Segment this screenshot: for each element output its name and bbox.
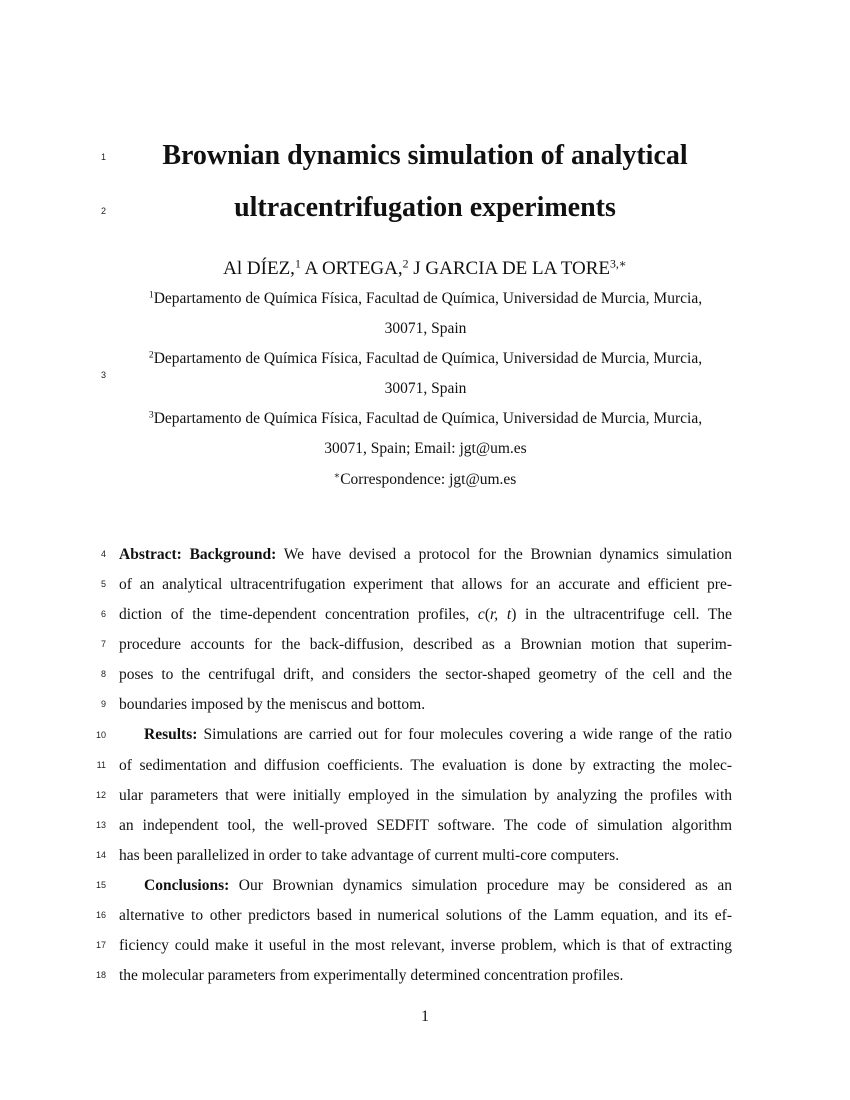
correspondence-text: Correspondence: jgt@um.es (340, 471, 517, 488)
paper-title-line-2: ultracentrifugation experiments (234, 192, 616, 223)
line-number: 17 (95, 940, 106, 950)
affiliation-sup: 1 (148, 289, 154, 301)
abstract-line: boundaries imposed by the meniscus and bottom. (119, 696, 426, 713)
math-t: t (506, 606, 512, 623)
line-number: 12 (95, 790, 106, 800)
affiliation-text: Departamento de Química Física, Facultad de Química, Universidad de Murcia, Murcia, (153, 350, 703, 367)
affiliation-2 (119, 344, 732, 404)
line-number: 5 (100, 579, 106, 589)
abstract-line: ficiency could make it useful in the most relevant, inverse problem, which is that of extracting (119, 937, 732, 954)
affiliation-sup: 3 (148, 409, 154, 421)
abstract-line (144, 725, 732, 745)
abstract-label: Abstract: Background: (119, 546, 277, 563)
line-number: 15 (95, 880, 106, 890)
math-c: c (477, 606, 485, 623)
abstract-line: has been parallelized in order to take advantage of current multi-core computers. (119, 847, 620, 864)
line-number: 8 (100, 669, 106, 679)
author-affil-sup: 1 (294, 257, 301, 271)
abstract-line (119, 605, 732, 625)
author-name: J GARCIA DE LA TORE (413, 258, 610, 279)
conclusions-label: Conclusions: (144, 877, 230, 894)
results-label: Results: (144, 726, 198, 743)
abstract-line: an independent tool, the well-proved SEDFIT software. The code of simulation algorithm (119, 817, 732, 834)
line-number: 18 (95, 970, 106, 980)
line-number: 7 (100, 639, 106, 649)
affiliation-text: 30071, Spain; Email: jgt@um.es (324, 440, 527, 457)
affiliation-1 (119, 284, 732, 344)
abstract-line: the molecular parameters from experimentally determined concentration profiles. (119, 967, 624, 984)
math-r: r, (489, 606, 499, 623)
line-number: 9 (100, 699, 106, 709)
abstract-text: Our Brownian dynamics simulation procedure may be considered as an (229, 877, 732, 894)
abstract-line (119, 545, 732, 565)
affiliation-3 (119, 404, 732, 464)
line-number: 14 (95, 850, 106, 860)
abstract-line: poses to the centrifugal drift, and considers the sector-shaped geometry of the cell and the (119, 666, 732, 683)
line-number: 1 (100, 152, 106, 162)
line-number: 10 (95, 730, 106, 740)
abstract-text: in the ultracentrifuge cell. The (516, 606, 733, 623)
math-paren: ) (511, 606, 517, 623)
abstract-text: diction of the time-dependent concentration profiles, (119, 606, 478, 623)
line-number: 4 (100, 549, 106, 559)
line-number: 2 (100, 206, 106, 216)
abstract-text: Simulations are carried out for four molecules covering a wide range of the ratio (197, 726, 732, 743)
abstract-line: ular parameters that were initially employed in the simulation by analyzing the profiles with (119, 787, 732, 804)
author-name: Al DÍEZ, (223, 258, 295, 279)
abstract-line: of an analytical ultracentrifugation experiment that allows for an accurate and efficient pre- (119, 576, 732, 593)
affiliation-text: Departamento de Química Física, Facultad de Química, Universidad de Murcia, Murcia, (153, 410, 703, 427)
author-affil-sup: 2 (402, 257, 409, 271)
line-number: 11 (96, 760, 106, 770)
abstract-text: We have devised a protocol for the Brownian dynamics simulation (276, 546, 732, 563)
author-name: A ORTEGA, (304, 258, 403, 279)
math-paren: ( (484, 606, 490, 623)
correspondence-mark: ∗ (333, 470, 341, 482)
author-list (0, 257, 850, 281)
correspondence (0, 469, 850, 491)
line-number: 6 (100, 609, 106, 619)
line-number: 3 (100, 370, 106, 380)
math-space (498, 606, 507, 623)
paper-title-line-1: Brownian dynamics simulation of analytical (162, 140, 688, 171)
author-affil-sup: 3,∗ (609, 257, 627, 271)
affiliation-sup: 2 (148, 349, 154, 361)
abstract-line: of sedimentation and diffusion coefficients. The evaluation is done by extracting the molec- (119, 757, 732, 774)
affiliation-text: 30071, Spain (384, 320, 467, 337)
line-number: 16 (95, 910, 106, 920)
affiliation-text: Departamento de Química Física, Facultad de Química, Universidad de Murcia, Murcia, (153, 290, 703, 307)
page-number: 1 (421, 1008, 429, 1025)
line-number: 13 (95, 820, 106, 830)
abstract-line: alternative to other predictors based in numerical solutions of the Lamm equation, and its ef- (119, 907, 732, 924)
abstract-line (144, 876, 732, 896)
affiliation-text: 30071, Spain (384, 380, 467, 397)
abstract-line: procedure accounts for the back-diffusion, described as a Brownian motion that superim- (119, 636, 732, 653)
